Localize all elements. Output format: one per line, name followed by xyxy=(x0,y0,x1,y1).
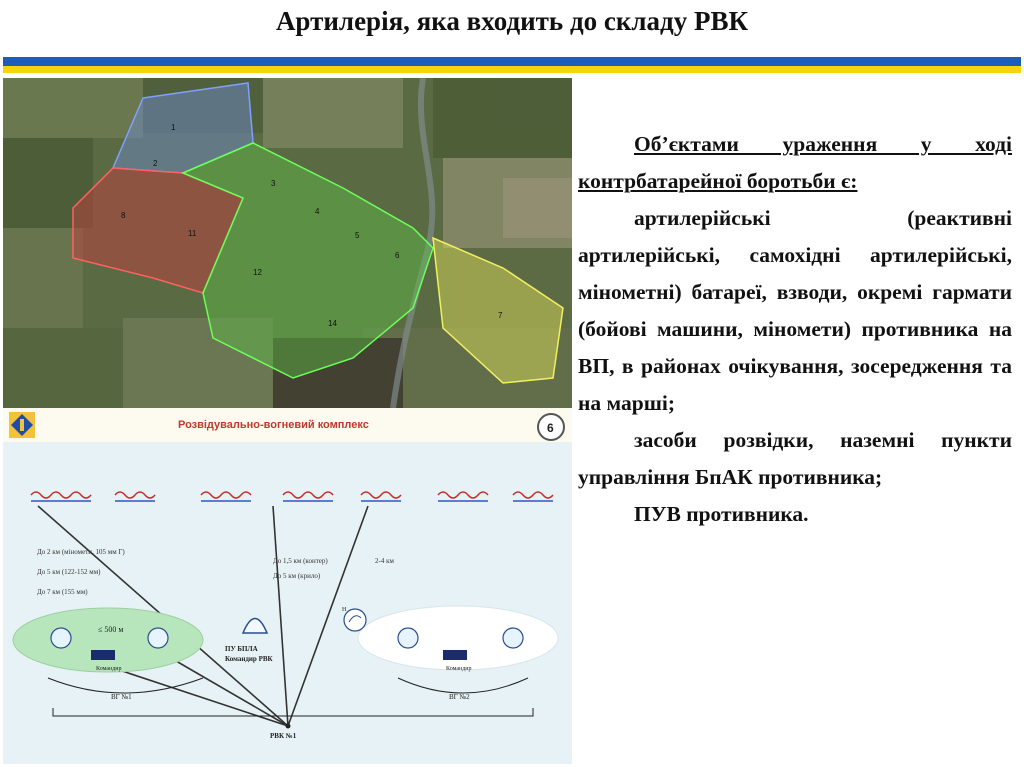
targets-item-control: ПУВ противника. xyxy=(634,502,809,526)
range-label: До 1,5 км (контер) xyxy=(273,557,328,565)
page-title: Артилерія, яка входить до складу РВК xyxy=(275,6,749,36)
targets-item-artillery: артилерійські (реактивні артилерійські, самохідні артилерійські, мінометні) батареї, взводи, окремі гармати (бойові машини, міномети) противника на ВП, в районах очікування, зосередження та на марші; xyxy=(578,206,1012,415)
commander-icon-left xyxy=(91,650,115,660)
commander-label: Командир xyxy=(446,666,472,672)
uav-label: ПУ БПЛА xyxy=(225,645,258,653)
group-label: ВГ №2 xyxy=(449,693,470,701)
flag-stripe-yellow xyxy=(3,66,1021,73)
commander-icon-right xyxy=(443,650,467,660)
range-label: До 7 км (155 мм) xyxy=(37,588,88,596)
uav-label: Командир РВК xyxy=(225,655,273,663)
satellite-map xyxy=(3,78,572,408)
cloud-group-left xyxy=(13,608,203,672)
sector-label: 1 xyxy=(171,123,176,132)
commander-label: Командир xyxy=(96,666,122,672)
distance-label: ≤ 500 м xyxy=(98,625,124,634)
range-label: До 5 км (122-152 мм) xyxy=(37,568,101,576)
range-label: До 2 км (міномети, 105 мм Г) xyxy=(37,548,125,556)
rvk-diagram xyxy=(3,408,572,764)
targets-heading: Об’єктами ураження у ході контрбатарейної боротьби є: xyxy=(578,132,1012,193)
sector-label: 7 xyxy=(498,311,503,320)
sector-label: 8 xyxy=(121,211,126,220)
range-label: 2-4 км xyxy=(375,557,394,565)
small-label: Н xyxy=(342,607,347,613)
sector-label: 12 xyxy=(253,268,262,277)
sector-label: 4 xyxy=(315,207,320,216)
group-label: ВГ №1 xyxy=(111,693,132,701)
emblem-icon xyxy=(9,412,35,438)
diagram-header: Розвідувально-вогневий комплекс xyxy=(178,419,369,431)
radar-icon xyxy=(344,609,366,631)
sector-label: 11 xyxy=(188,229,197,238)
sector-label: 5 xyxy=(355,231,360,240)
targets-text xyxy=(578,126,1012,533)
sector-label: 6 xyxy=(395,251,400,260)
cloud-group-right xyxy=(358,606,558,670)
rvk-marker xyxy=(286,724,291,729)
sector-label: 3 xyxy=(271,179,276,188)
sector-label: 14 xyxy=(328,319,337,328)
sector-label: 2 xyxy=(153,159,158,168)
range-label: До 5 км (крило) xyxy=(273,572,321,580)
slide-number: 6 xyxy=(547,421,554,435)
rvk-label: РВК №1 xyxy=(270,732,297,740)
targets-item-recon: засоби розвідки, наземні пункти управління БпАК противника; xyxy=(578,428,1012,489)
flag-stripe-blue xyxy=(3,57,1021,66)
